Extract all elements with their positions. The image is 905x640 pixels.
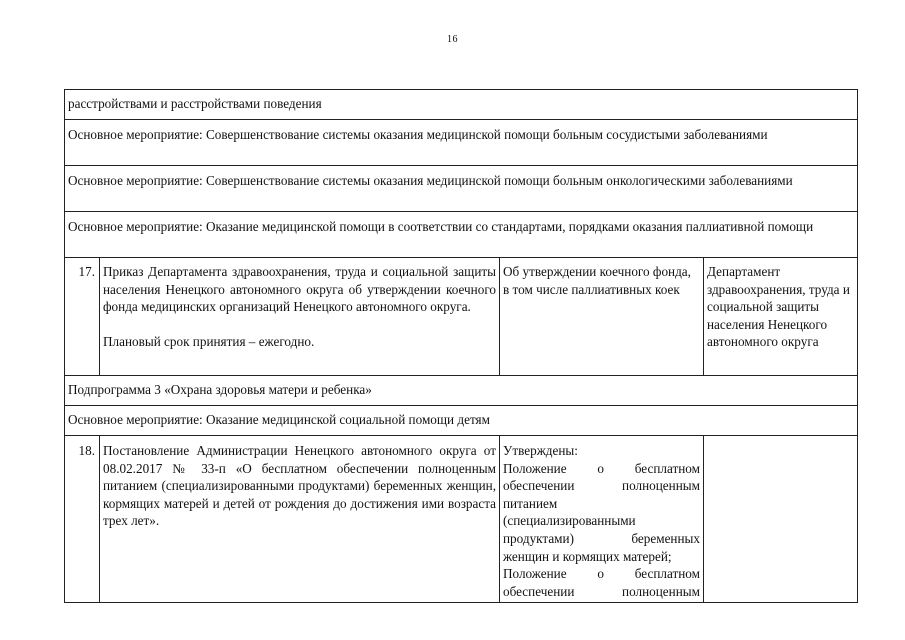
cell-item-number: 17. <box>65 258 100 376</box>
cell-subprogram: Подпрограмма 3 «Охрана здоровья матери и ребенка» <box>65 376 858 406</box>
cell-document <box>100 258 500 376</box>
table-row <box>65 166 858 212</box>
subject-line: (специализированными <box>503 513 636 529</box>
subject-line: продуктами) беременных <box>503 530 700 546</box>
cell-subject: Об утверждении коечного фонда, в том числе паллиативных коек <box>500 258 704 376</box>
table-row <box>65 90 858 120</box>
table-row <box>65 258 858 376</box>
table-row <box>65 406 858 436</box>
subject-line: Утверждены: <box>503 443 578 458</box>
cell-subject <box>500 436 704 603</box>
table-row <box>65 436 858 603</box>
document-text: Приказ Департамента здравоохранения, труда и социальной защиты населения Ненецкого автономного округа об утверждении коечного фонда медицинских организаций Ненецкого автономного округа. <box>103 264 496 315</box>
subject-line: Положение о бесплатном <box>503 566 700 582</box>
cell-main-measure: Основное мероприятие: Совершенствование системы оказания медицинской помощи больным онкологическими заболеваниями <box>65 166 858 212</box>
deadline-text: Плановый срок принятия – ежегодно. <box>103 333 315 349</box>
page-number: 16 <box>447 34 458 45</box>
cell-main-measure: Основное мероприятие: Оказание медицинской помощи в соответствии со стандартами, порядками оказания паллиативной помощи <box>65 212 858 258</box>
subject-line: питанием <box>503 495 558 511</box>
cell-responsible <box>704 436 858 603</box>
cell-continuation: расстройствами и расстройствами поведения <box>65 90 858 120</box>
cell-item-number: 18. <box>65 436 100 603</box>
table-row <box>65 212 858 258</box>
cell-main-measure: Основное мероприятие: Оказание медицинской социальной помощи детям <box>65 406 858 436</box>
subject-line: Положение о бесплатном <box>503 460 700 476</box>
subject-line: женщин и кормящих матерей; <box>503 548 672 564</box>
cell-responsible: Департамент здравоохранения, труда и социальной защиты населения Ненецкого автономного округа <box>704 258 858 376</box>
table-row <box>65 376 858 406</box>
cell-main-measure: Основное мероприятие: Совершенствование системы оказания медицинской помощи больным сосудистыми заболеваниями <box>65 120 858 166</box>
subject-line: обеспечении полноценным <box>503 478 700 494</box>
program-measures-table <box>64 89 858 603</box>
table-row <box>65 120 858 166</box>
cell-document: Постановление Администрации Ненецкого автономного округа от 08.02.2017 № 33-п «О бесплатном обеспечении полноценным питанием (специализированными продуктами) беременных женщин, кормящих матерей и детей от рождения до достижения ими возраста трех лет». <box>100 436 500 603</box>
subject-line: обеспечении полноценным <box>503 583 700 599</box>
